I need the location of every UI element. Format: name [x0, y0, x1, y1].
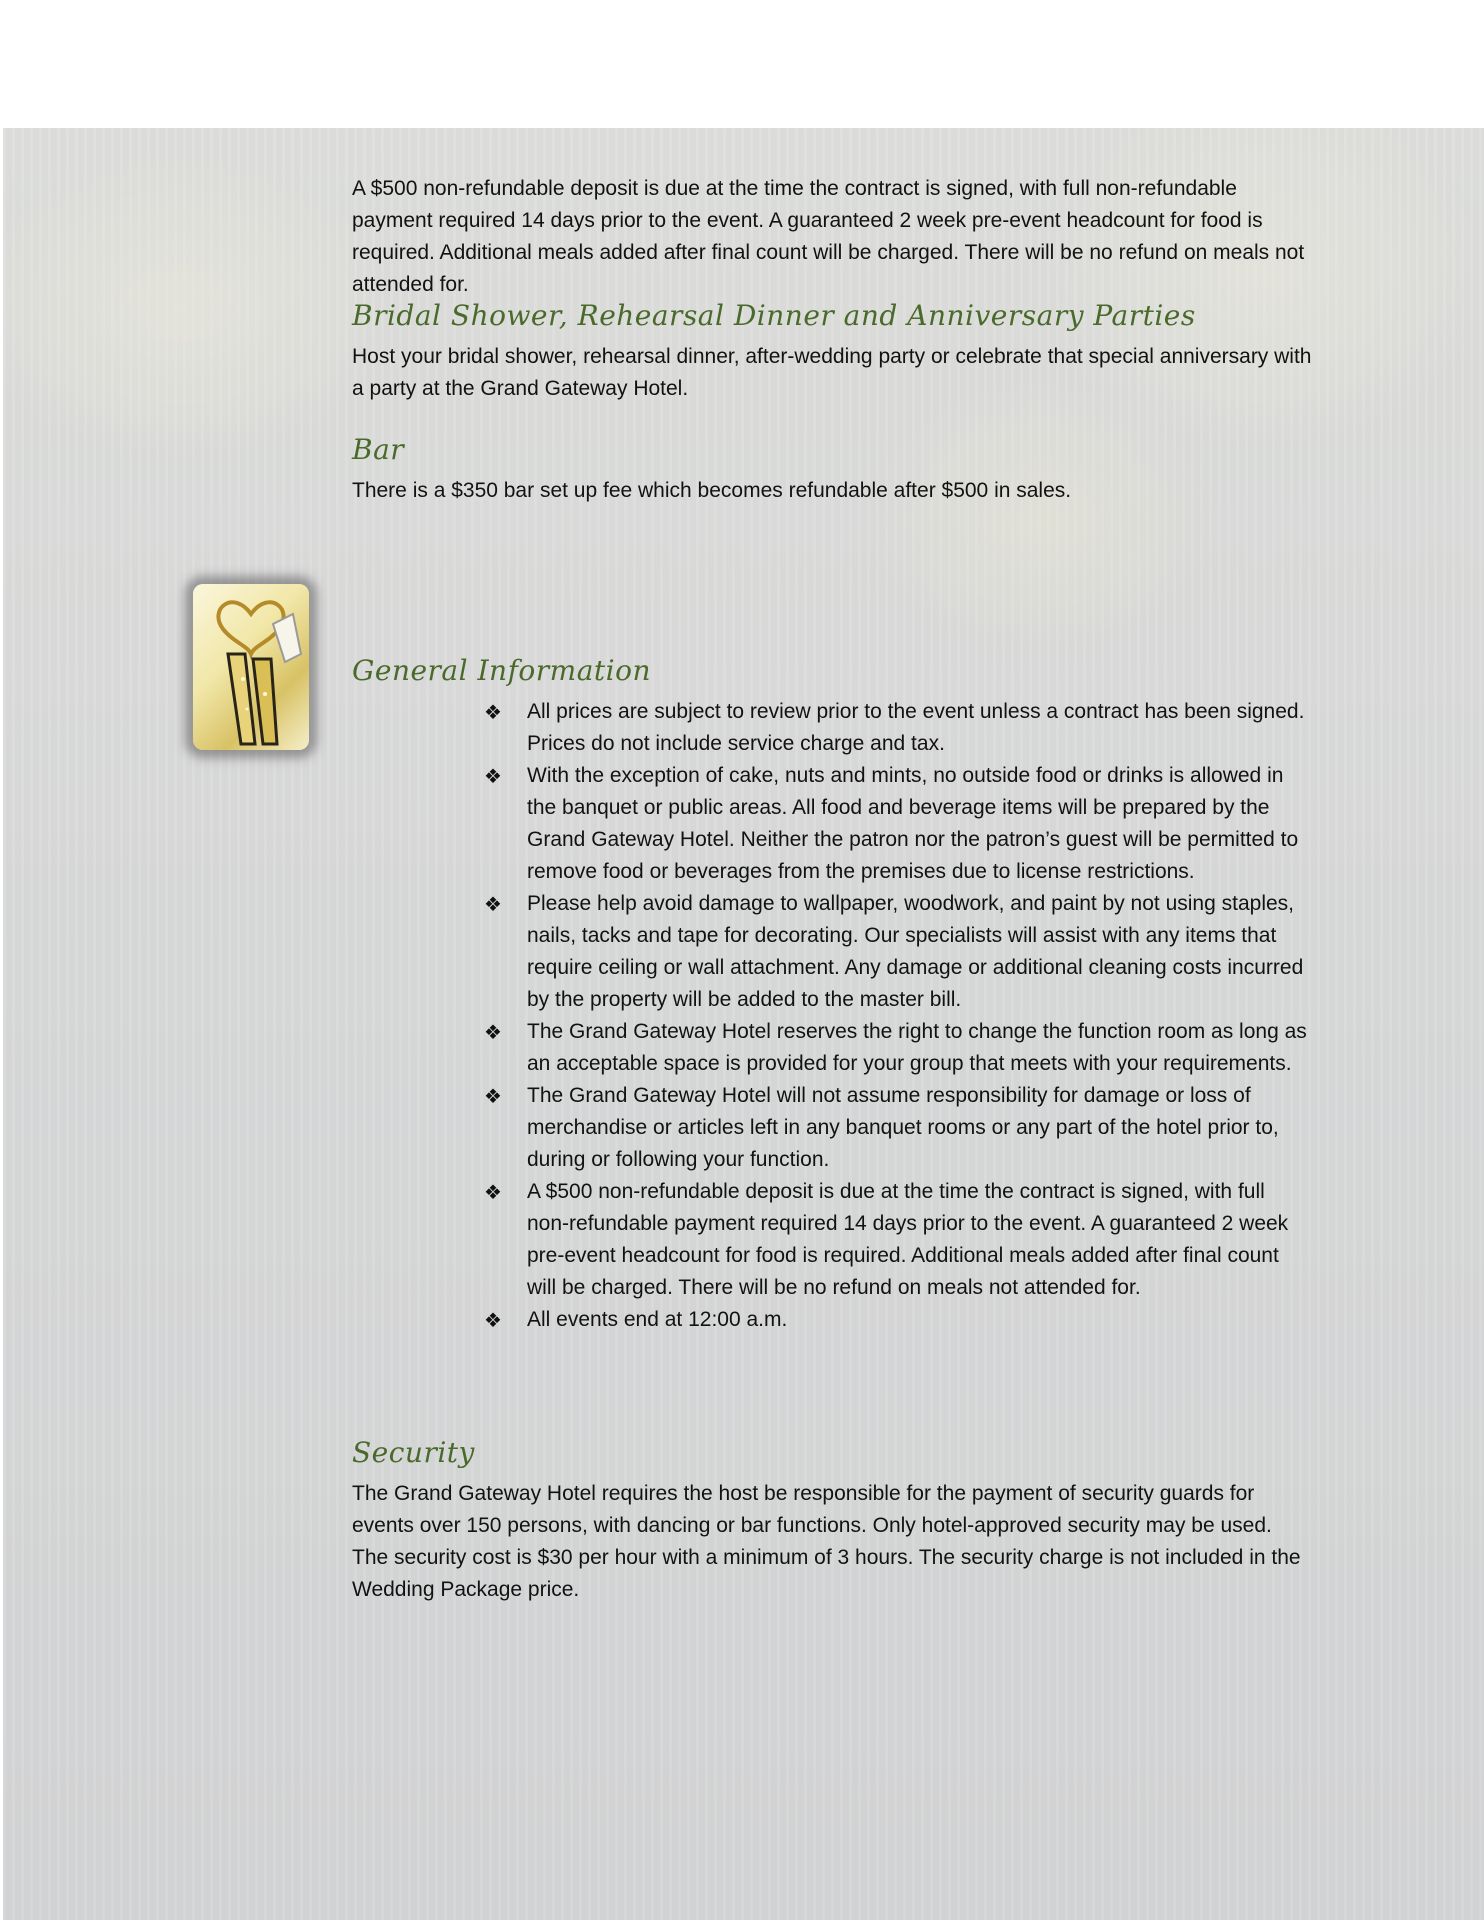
- document-page: [3, 128, 1484, 1920]
- list-item: [352, 1176, 1312, 1304]
- list-item: [352, 1304, 1312, 1336]
- champagne-glasses-photo: [193, 584, 309, 750]
- diamond-bullet-icon: ❖: [484, 1180, 502, 1204]
- diamond-bullet-icon: ❖: [484, 1084, 502, 1108]
- security-paragraph: The Grand Gateway Hotel requires the host be responsible for the payment of security guards for events over 150 persons, with dancing or bar functions. Only hotel-approved security may be used. The security cost is $30 per hour with a minimum of 3 hours. The security charge is not included in the Wedding Package price.: [352, 1482, 1301, 1601]
- diamond-bullet-icon: ❖: [484, 892, 502, 916]
- list-item-text: The Grand Gateway Hotel will not assume responsibility for damage or loss of merchandise or articles left in any banquet rooms or any part of the hotel prior to, during or following your function.: [527, 1084, 1279, 1171]
- list-item: [352, 1016, 1312, 1080]
- list-item: [352, 760, 1312, 888]
- list-item-text: A $500 non-refundable deposit is due at the time the contract is signed, with full non-refundable payment required 14 days prior to the event. A guaranteed 2 week pre-event headcount for food is required. Additional meals added after final count will be charged. There will be no refund on meals not attended for.: [527, 1180, 1289, 1299]
- list-item-text: All events end at 12:00 a.m.: [527, 1308, 788, 1331]
- bridal-paragraph: Host your bridal shower, rehearsal dinner, after-wedding party or celebrate that special anniversary with a party at the Grand Gateway Hotel.: [352, 345, 1312, 400]
- diamond-bullet-icon: ❖: [484, 700, 502, 724]
- bar-paragraph: There is a $350 bar set up fee which becomes refundable after $500 in sales.: [352, 479, 1072, 502]
- diamond-bullet-icon: ❖: [484, 1020, 502, 1044]
- list-item: [352, 1080, 1312, 1176]
- bridal-heading: Bridal Shower, Rehearsal Dinner and Anniversary Parties: [352, 299, 1196, 332]
- diamond-bullet-icon: ❖: [484, 1308, 502, 1332]
- champagne-glasses-icon: [193, 584, 309, 750]
- list-item-text: All prices are subject to review prior to the event unless a contract has been signed. Prices do not include service charge and tax.: [527, 700, 1305, 755]
- list-item: [352, 696, 1312, 760]
- bar-heading: Bar: [352, 433, 405, 466]
- diamond-bullet-icon: ❖: [484, 764, 502, 788]
- list-item-text: Please help avoid damage to wallpaper, woodwork, and paint by not using staples, nails, tacks and tape for decorating. Our specialists will assist with any items that require ceiling or wall attachment. Any damage or additional cleaning costs incurred by the property will be added to the master bill.: [527, 892, 1304, 1011]
- security-heading: Security: [352, 1436, 475, 1469]
- general-information-list: [352, 696, 1312, 1336]
- general-information-heading: General Information: [352, 654, 652, 687]
- intro-paragraph: A $500 non-refundable deposit is due at the time the contract is signed, with full non-refundable payment required 14 days prior to the event. A guaranteed 2 week pre-event headcount for food is required. Additional meals added after final count will be charged. There will be no refund on meals not attended for.: [352, 177, 1305, 296]
- list-item: [352, 888, 1312, 1016]
- list-item-text: With the exception of cake, nuts and mints, no outside food or drinks is allowed in the banquet or public areas. All food and beverage items will be prepared by the Grand Gateway Hotel. Neither the patron nor the patron’s guest will be permitted to remove food or beverages from the premises due to license restrictions.: [527, 764, 1299, 883]
- list-item-text: The Grand Gateway Hotel reserves the right to change the function room as long as an acceptable space is provided for your group that meets with your requirements.: [527, 1020, 1307, 1075]
